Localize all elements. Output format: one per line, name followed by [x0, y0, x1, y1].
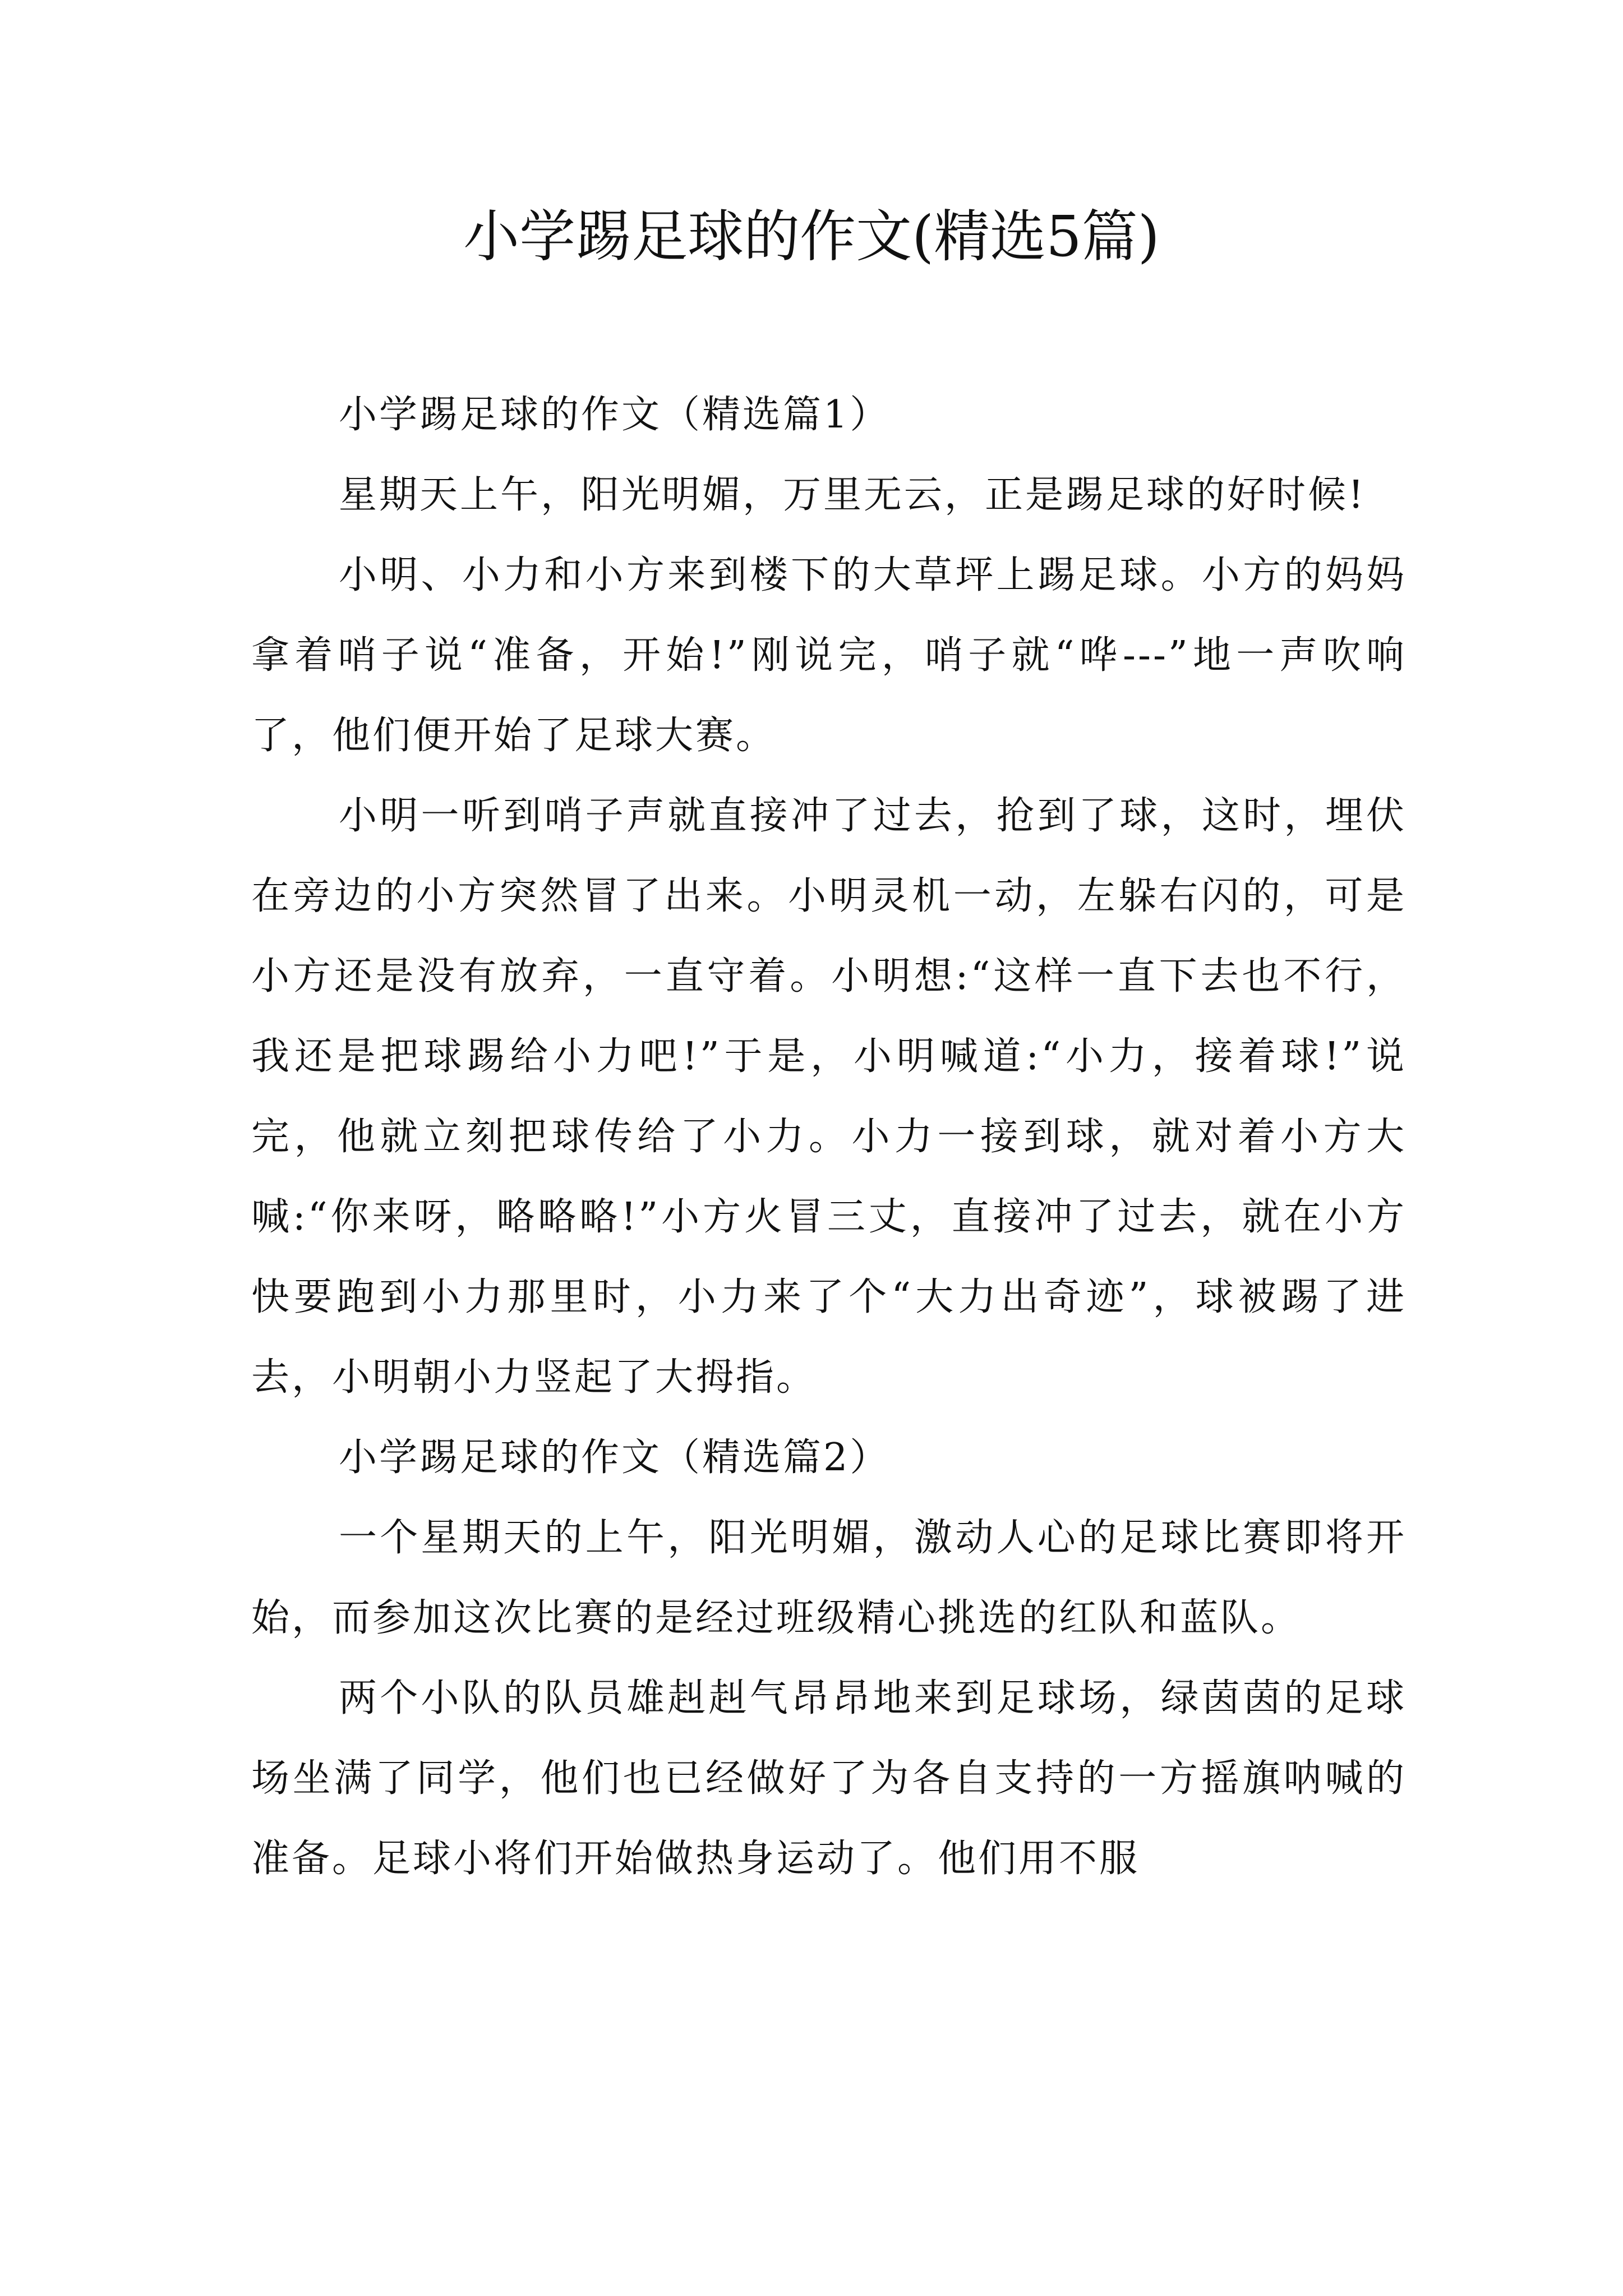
document-title: 小学踢足球的作文(精选5篇) — [463, 204, 1160, 269]
paragraph: 两个小队的队员雄赳赳气昂昂地来到足球场，绿茵茵的足球场坐满了同学，他们也已经做好了为各自支持的一方摇旗呐喊的准备。足球小将们开始做热身运动了。他们用不服 — [251, 1676, 1407, 1881]
section-heading-2: 小学踢足球的作文（精选篇2） — [339, 1435, 891, 1480]
section-heading-1: 小学踢足球的作文（精选篇1） — [339, 393, 891, 437]
paragraph: 一个星期天的上午，阳光明媚，激动人心的足球比赛即将开始，而参加这次比赛的是经过班级精心挑选的红队和蓝队。 — [251, 1516, 1407, 1640]
paragraph: 小明、小力和小方来到楼下的大草坪上踢足球。小方的妈妈拿着哨子说“准备，开始!”刚说完，哨子就“哗---”地一声吹响了，他们便开始了足球大赛。 — [251, 553, 1407, 758]
paragraph: 星期天上午，阳光明媚，万里无云，正是踢足球的好时候! — [339, 473, 1366, 517]
paragraph: 小明一听到哨子声就直接冲了过去，抢到了球，这时，埋伏在旁边的小方突然冒了出来。小明灵机一动，左躲右闪的，可是小方还是没有放弃，一直守着。小明想:“这样一直下去也不行，我还是把球踢给小力吧!”于是，小明喊道:“小力，接着球!”说完，他就立刻把球传给了小力。小力一接到球，就对着小方大喊:“你来呀，略略略!”小方火冒三丈，直接冲了过去，就在小方快要跑到小力那里时，小力来了个“大力出奇迹”，球被踢了进去，小明朝小力竖起了大拇指。 — [251, 794, 1407, 1400]
document-body — [251, 375, 1407, 1899]
